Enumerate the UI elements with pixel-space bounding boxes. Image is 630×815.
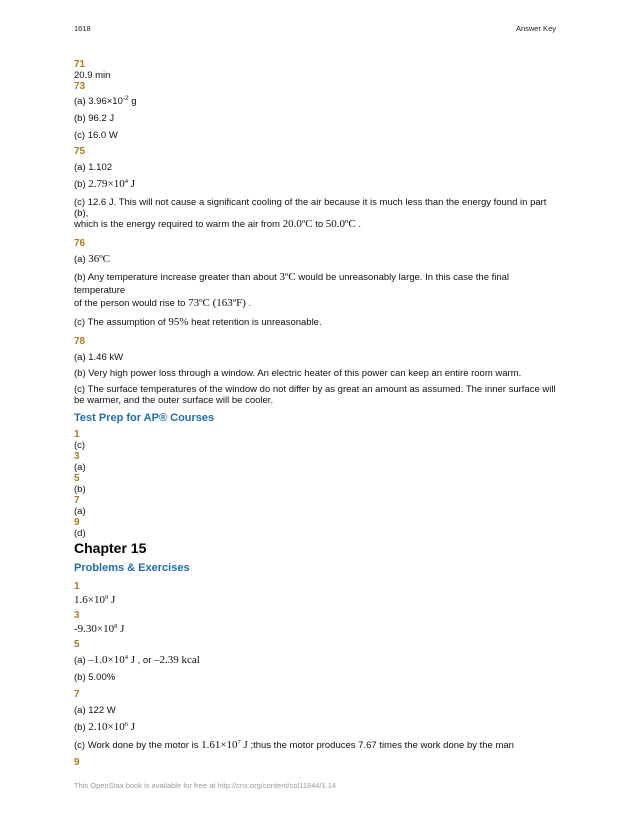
answer-text: 20.9 min [74, 70, 111, 81]
answer-text: (c) [74, 440, 86, 451]
answer-text: $1.6\times 10^9$ J [74, 594, 116, 606]
answer-text: (b) $2.10\times 10^6$ J [74, 721, 135, 733]
problem-number: 1 [74, 429, 80, 440]
answer-text: (a) 122 W [74, 705, 116, 716]
problem-number: 73 [74, 81, 86, 92]
answer-text: (b) [74, 484, 86, 495]
problem-number: 78 [74, 336, 86, 347]
problem-number: 71 [74, 59, 86, 70]
answer-text: (a) [74, 462, 86, 473]
problem-number: 7 [74, 495, 80, 506]
problem-number: 3 [74, 451, 80, 462]
answer-text: (b) Any temperature increase greater than about 3ºC would be unreasonably large. In this case the final temperature of the person would rise to 73ºC (163ºF) . [74, 271, 510, 309]
answer-text: (c) Work done by the motor is $1.61\times 10^7$ J ;thus the motor produces 7.67 times the work done by the man [74, 739, 514, 751]
problem-number: 3 [74, 610, 80, 621]
problem-number: 9 [74, 757, 80, 768]
problem-number: 76 [74, 238, 86, 249]
answer-text: (b) 5.00% [74, 672, 116, 683]
section-heading-test-prep: Test Prep for AP® Courses [74, 412, 215, 424]
problem-number: 7 [74, 689, 80, 700]
answer-text: (a) 1.46 kW [74, 352, 124, 363]
page-header [74, 24, 556, 36]
problem-number: 1 [74, 581, 80, 592]
answer-text: (d) [74, 528, 86, 539]
answer-text: (c) The surface temperatures of the window do not differ by as great an amount as assumed. The inner surface will be warmer, and the outer surface will be cooler. [74, 384, 556, 406]
answer-text: (c) 12.6 J. This will not cause a significant cooling of the air because it is much less than the energy found in part (b), which is the energy required to warm the air from 20.0ºC to 50.0ºC . [74, 197, 547, 230]
answer-text: (a) $-1.0\times 10^4$ J , or –2.39 kcal [74, 654, 200, 666]
answer-text: (b) $2.79\times 10^4$ J [74, 178, 135, 190]
section-heading-problems: Problems & Exercises [74, 562, 190, 574]
page-number: 1618 [74, 24, 91, 33]
answer-text: (b) Very high power loss through a window. An electric heater of this power can keep an entire room warm. [74, 368, 522, 379]
answer-text: (c) The assumption of 95% heat retention is unreasonable. [74, 316, 322, 328]
answer-text: (b) 96.2 J [74, 113, 115, 124]
chapter-title: Chapter 15 [74, 540, 147, 556]
answer-text: (a) 1.102 [74, 162, 113, 173]
problem-number: 5 [74, 473, 80, 484]
answer-key-content [74, 59, 556, 768]
answer-text: (a) [74, 506, 86, 517]
problem-number: 9 [74, 517, 80, 528]
answer-text: (a) $3.96\times 10^{-2}$ g [74, 95, 137, 107]
problem-number: 75 [74, 146, 86, 157]
test-prep-list [74, 429, 556, 539]
section-name: Answer Key [515, 24, 556, 33]
problem-number: 5 [74, 639, 80, 650]
footer-note: This OpenStax book is available for free at http://cnx.org/content/col11844/1.14 [74, 781, 337, 790]
answer-text: $-9.30\times 10^8$ J [74, 623, 125, 635]
answer-text: (c) 16.0 W [74, 130, 118, 141]
answer-text: (a) 36ºC [74, 253, 110, 265]
